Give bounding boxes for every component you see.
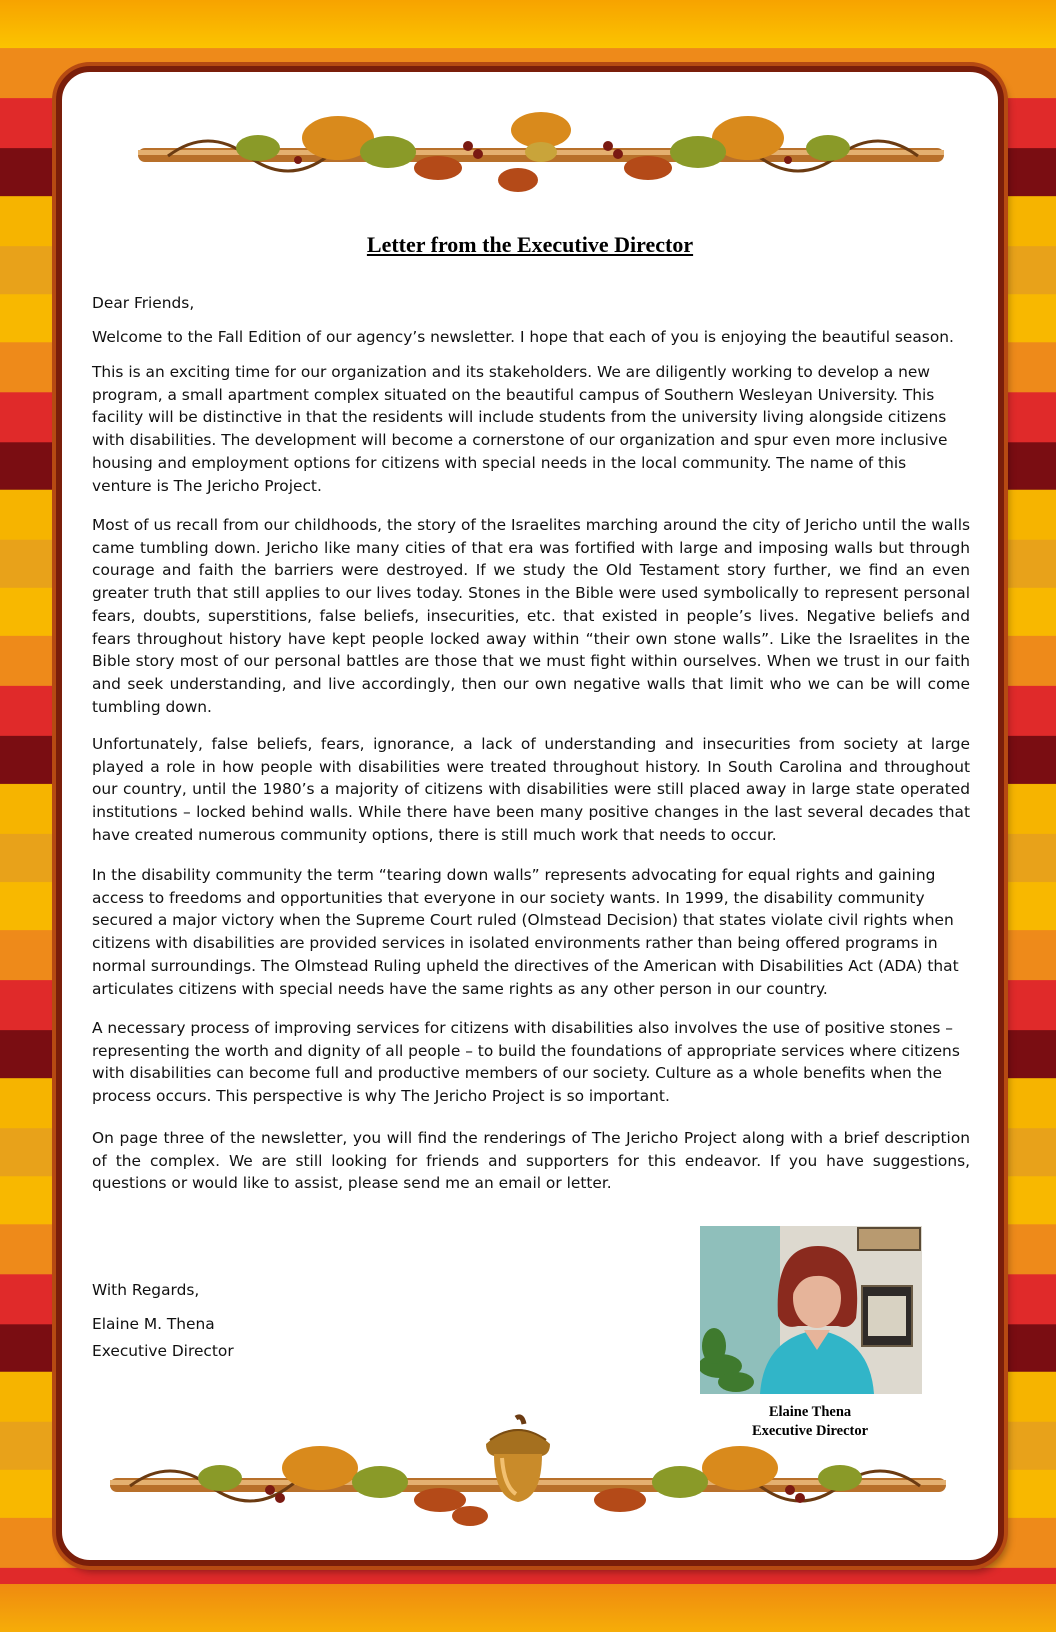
paragraph-positive-stones — [92, 1017, 970, 1108]
paragraph-text: This is an exciting time for our organization and its stakeholders. We are diligently working to develop a new program, a small apartment complex situated on the beautiful campus of Southern Wesleyan University. This facility will be distinctive in that the residents will include students from the university living alongside citizens with disabilities. The development will become a cornerstone of our organization and spur even more inclusive housing and employment options for citizens with special needs in the local community. The name of this venture is The Jericho Project. — [92, 363, 948, 495]
closing: With Regards, — [92, 1281, 200, 1299]
director-photo — [700, 1226, 922, 1394]
paragraph-renderings — [92, 1127, 970, 1195]
paragraph-jericho-story — [92, 514, 970, 718]
paragraph-text: A necessary process of improving services for citizens with disabilities also involves the use of positive stones – representing the worth and dignity of all people – to build the foundations of appropriate services where citizens with disabilities can become full and productive members of our society. Culture as a whole benefits when the process occurs. This perspective is why The Jericho Project is so important. — [92, 1019, 960, 1106]
paragraph-program — [92, 361, 970, 497]
bottom-color-band — [0, 1584, 1056, 1632]
top-autumn-garland — [138, 108, 944, 204]
paragraph-text: In the disability community the term “tearing down walls” represents advocating for equal rights and gaining access to freedoms and opportunities that everyone in our society wants. In 1999, the disability community secured a major victory when the Supreme Court ruled (Olmstead Decision) that states violate civil rights when citizens with disabilities are provided services in isolated environments rather than being offered programs in normal surroundings. The Olmstead Ruling upheld the directives of the American with Disabilities Act (ADA) that articulates citizens with special needs have the same rights as any other person in our country. — [92, 866, 959, 998]
paragraph-text: Welcome to the Fall Edition of our agency’s newsletter. I hope that each of you is enjoying the beautiful season. — [92, 328, 954, 346]
paragraph-text: Unfortunately, false beliefs, fears, ignorance, a lack of understanding and insecurities from society at large played a role in how people with disabilities were treated throughout history. In South Carolina and throughout our country, until the 1980’s a majority of citizens with disabilities were still placed away in large state operated institutions – locked behind walls. While there have been many positive changes in the last several decades that have created numerous community options, there is still much work that needs to occur. — [92, 735, 970, 844]
letter-title: Letter from the Executive Director — [366, 232, 694, 257]
top-color-band — [0, 0, 1056, 48]
acorn-icon — [480, 1414, 556, 1504]
paragraph-text: Most of us recall from our childhoods, the story of the Israelites marching around the city of Jericho until the walls came tumbling down. Jericho like many cities of that era was fortified with large and imposing walls but through courage and faith the barriers were destroyed. If we study the Old Testament story further, we find an even greater truth that still applies to our lives today. Stones in the Bible were used symbolically to represent personal fears, doubts, superstitions, false beliefs, insecurities, etc. that existed in people’s lives. Negative beliefs and fears throughout history have kept people locked away within “their own stone walls”. Like the Israelites in the Bible story most of our personal battles are those that we must fight within ourselves. When we trust in our faith and seek understanding, and live accordingly, then our own negative walls that limit who we can be will come tumbling down. — [92, 516, 970, 716]
signature-name: Elaine M. Thena — [92, 1315, 215, 1333]
photo-caption-name: Elaine Thena — [768, 1404, 852, 1420]
salutation: Dear Friends, — [92, 294, 195, 312]
paragraph-text: On page three of the newsletter, you will find the renderings of The Jericho Project along with a brief description of the complex. We are still looking for friends and supporters for this endeavor. If you have suggestions, questions or would like to assist, please send me an email or letter. — [92, 1129, 970, 1193]
signature-title: Executive Director — [92, 1342, 234, 1360]
paragraph-welcome — [92, 326, 970, 349]
photo-caption-title: Executive Director — [751, 1423, 869, 1439]
paragraph-olmstead — [92, 864, 970, 1000]
paragraph-history — [92, 733, 970, 847]
